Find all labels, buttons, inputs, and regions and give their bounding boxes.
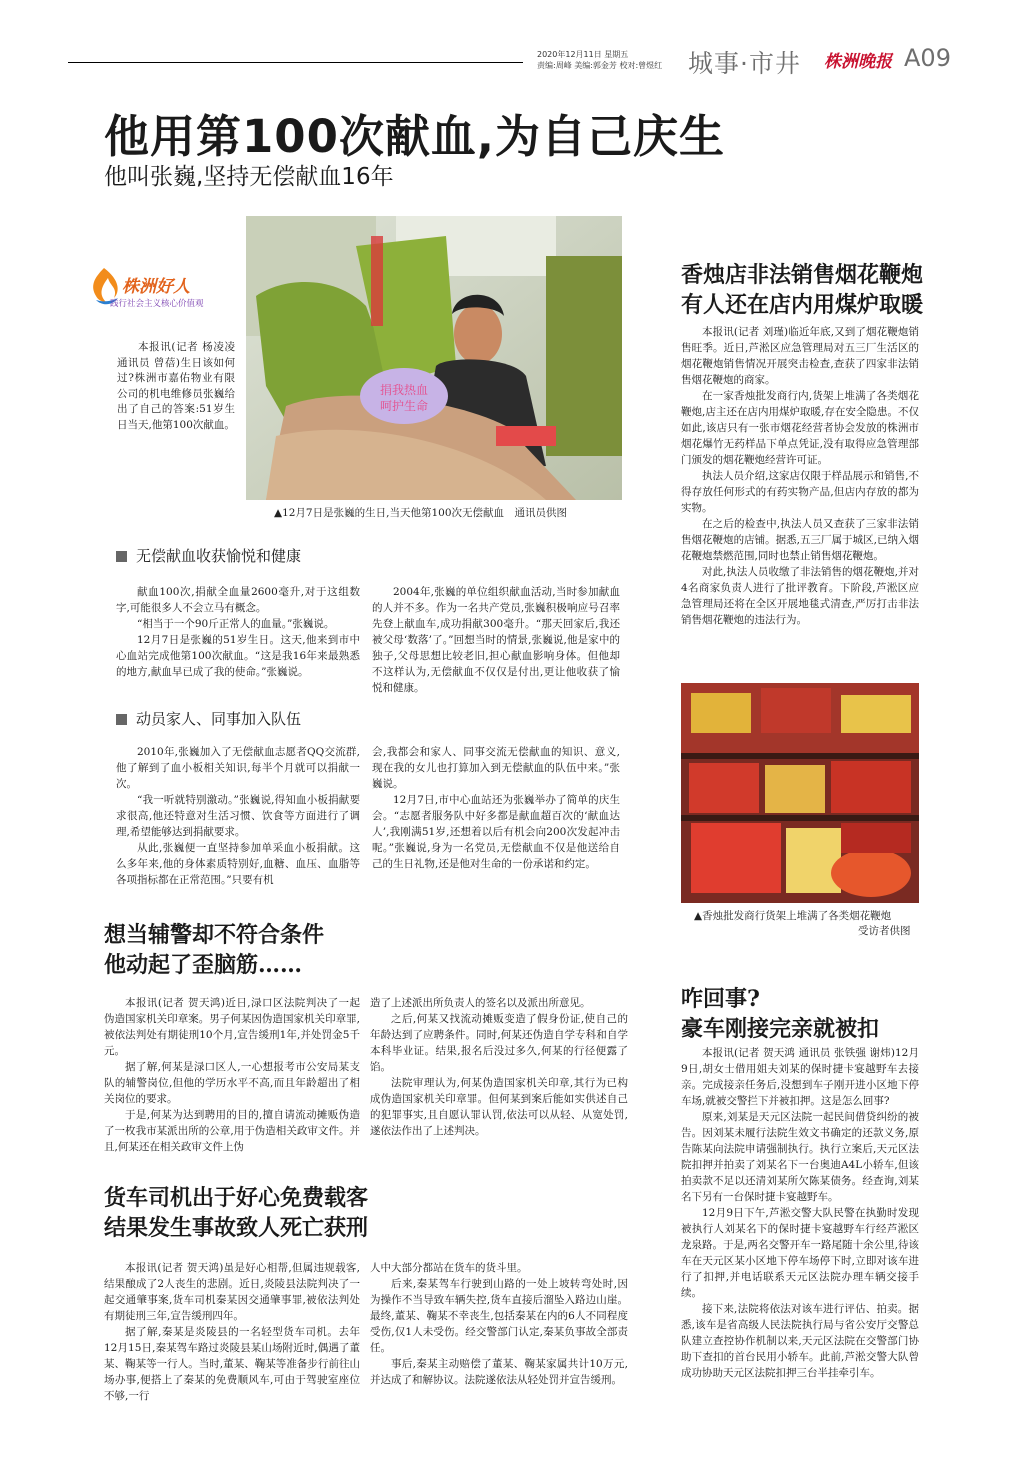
paragraph: 后来,秦某驾车行驶到山路的一处上坡转弯处时,因为操作不当导致车辆失控,货车直接后溜坠入路边山崖。最终,董某、鞠某不幸丧生,包括秦某在内的6人不同程度受伤,仅1人未受伤。经交警部门认定,秦某负事故全部责任。: [370, 1278, 628, 1354]
police-title: [104, 920, 324, 980]
paragraph: 2010年,张巍加入了无偿献血志愿者QQ交流群,他了解到了血小板相关知识,每半个月就可以捐献一次。: [116, 746, 360, 790]
lead-photo: [246, 216, 622, 500]
truck-title-line1: 货车司机出于好心免费载客: [104, 1185, 369, 1211]
truck-left: [104, 1260, 360, 1404]
paragraph: 之后,何某又找流动摊贩变造了假身份证,使自己的年龄达到了应聘条件。同时,何某还伪造自学专科和自学本科毕业证。结果,报名后没过多久,何某的行径便露了馅。: [370, 1013, 628, 1073]
luxury-title-line2: 豪车刚接完亲就被扣: [681, 1016, 880, 1042]
badge-title: 株洲好人: [122, 277, 190, 297]
paragraph: 接下来,法院将依法对该车进行评估、拍卖。据悉,该车是省高级人民法院执行局与省公安厅交警总队建立查控协作机制以来,天元区法院在交警部门协助下查扣的首台民用小轿车。此前,芦淞交警大队曾成功协助天元区法院扣押三台半挂牵引车。: [681, 1303, 919, 1379]
paragraph: 本报讯(记者 贺天鸿 通讯员 张铁强 谢炜)12月9日,胡女士借用姐夫刘某的保时捷卡宴越野车去接亲。完成接亲任务后,没想到车子刚开进小区地下停车场,就被交警拦下并被扣押。这是怎么回事?: [681, 1047, 919, 1107]
sign-line2: 呵护生命: [379, 399, 429, 413]
paragraph: 法院审理认为,何某伪造国家机关印章,其行为已构成伪造国家机关印章罪。但何某到案后能如实供述自己的犯罪事实,且自愿认罪认罚,依法可以从轻、从宽处罚,遂依法作出了上述判决。: [370, 1077, 628, 1137]
truck-title-line2: 结果发生事故致人死亡获刑: [104, 1215, 369, 1241]
paragraph: 在一家香烛批发商行内,货架上堆满了各类烟花鞭炮,店主还在店内用煤炉取暖,存在安全隐患。不仅如此,该店只有一张市烟花经营者协会发放的株洲市烟花爆竹无药样品下单点凭证,没有取得应急管理部门颁发的烟花鞭炮经营许可证。: [681, 390, 919, 466]
header-date: 2020年12月11日 星期五: [537, 50, 629, 59]
header-editors: 责编:周峰 美编:郭金芳 校对:曾煜红: [537, 61, 663, 70]
paragraph: 据了解,何某是渌口区人,一心想报考市公安局某支队的辅警岗位,但他的学历水平不高,而且年龄超出了相关岗位的要求。: [104, 1061, 360, 1105]
paragraph: 事后,秦某主动赔偿了董某、鞠某家属共计10万元,并达成了和解协议。法院遂依法从轻处罚并宣告缓刑。: [370, 1358, 628, 1386]
page-number: A09: [904, 44, 951, 72]
section1-head-text: 无偿献血收获愉悦和健康: [136, 547, 302, 565]
paragraph: 原来,刘某是天元区法院一起民间借贷纠纷的被告。因刘某未履行法院生效文书确定的还款义务,原告陈某向法院申请强制执行。执行立案后,天元区法院扣押并拍卖了刘某名下一台奥迪A4L小轿车,但该拍卖款不足以还清刘某所欠陈某债务。经查询,刘某名下另有一台保时捷卡宴越野车。: [681, 1111, 919, 1203]
paragraph: 造了上述派出所负责人的签名以及派出所意见。: [370, 997, 591, 1009]
zhuzhou-good-person-badge: [88, 266, 238, 316]
paragraph: “我一听就特别激动。”张巍说,得知血小板捐献要求很高,他还特意对生活习惯、饮食等方面进行了调理,希望能够达到捐献要求。: [116, 794, 360, 838]
paragraph: “相当于一个90斤正常人的血量。”张巍说。: [137, 618, 335, 630]
lead-title: 他用第100次献血,为自己庆生: [104, 110, 726, 163]
fireworks-photo: [681, 683, 919, 903]
truck-title: [104, 1183, 368, 1243]
lead-section1-right: [372, 584, 620, 696]
section2-head-text: 动员家人、同事加入队伍: [136, 710, 302, 728]
police-right: [370, 995, 628, 1139]
fireworks-body: [681, 324, 919, 628]
lead-intro: [117, 340, 235, 434]
lead-section1-left: [116, 584, 360, 680]
paragraph: 于是,何某为达到聘用的目的,擅自请流动摊贩伪造了一枚我市某派出所的公章,用于伪造相关政审文件。并且,何某还在相关政审文件上伪: [104, 1109, 360, 1153]
lead-section2-head: [116, 708, 301, 729]
fireworks-title-line2: 有人还在店内用煤炉取暖: [681, 292, 924, 318]
lead-section2-left: [116, 744, 360, 888]
paragraph: 对此,执法人员收缴了非法销售的烟花鞭炮,并对4名商家负责人进行了批评教育。下阶段,芦淞区应急管理局还将在全区开展地毯式清查,严厉打击非法销售烟花鞭炮的违法行为。: [681, 566, 919, 626]
header-meta: [537, 49, 662, 71]
luxury-body: [681, 1045, 919, 1381]
fireworks-title-line1: 香烛店非法销售烟花鞭炮: [681, 262, 924, 288]
blood-donation-photo: [246, 216, 622, 500]
lead-subtitle: 他叫张巍,坚持无偿献血16年: [104, 164, 394, 190]
paragraph: 2004年,张巍的单位组织献血活动,当时参加献血的人并不多。作为一名共产党员,张巍积极响应号召率先登上献血车,成功捐献300毫升。“那天回家后,我还被父母‘数落’了。”回想当时的情景,张巍说,他是家中的独子,父母思想比较老旧,担心献血影响身体。但他却不这样认为,无偿献血不仅仅是付出,更让他收获了愉悦和健康。: [372, 586, 620, 694]
luxury-title: [681, 984, 879, 1044]
section-name: 城事·市井: [688, 49, 801, 78]
paragraph: 献血100次,捐献全血量2600毫升,对于这组数字,可能很多人不会立马有概念。: [116, 586, 360, 614]
paragraph: 本报讯(记者 刘瑾)临近年底,又到了烟花鞭炮销售旺季。近日,芦淞区应急管理局对五三厂生活区的烟花鞭炮销售情况开展突击检查,查获了四家非法销售烟花鞭炮的商家。: [681, 326, 919, 386]
police-title-line1: 想当辅警却不符合条件: [104, 922, 325, 948]
fireworks-caption-line2: 受访者供图: [858, 925, 911, 937]
fireworks-caption-line1: ▲香烛批发商行货架上堆满了各类烟花鞭炮: [694, 910, 892, 922]
paragraph: 12月9日下午,芦淞交警大队民警在执勤时发现被执行人刘某名下的保时捷卡宴越野车行经芦淞区龙泉路。于是,两名交警开车一路尾随十余公里,待该车在天元区某小区地下停车场停下时,立即对该车进行了扣押,并电话联系天元区法院办理车辆交接手续。: [681, 1207, 919, 1299]
paragraph: 会,我都会和家人、同事交流无偿献血的知识、意义,现在我的女儿也打算加入到无偿献血的队伍中来。”张巍说。: [372, 746, 620, 790]
lead-section1-head: [116, 545, 301, 566]
luxury-title-line1: 咋回事?: [681, 986, 760, 1012]
section-square-icon: [116, 551, 127, 562]
lead-section2-right: [372, 744, 620, 872]
fireworks-shop-photo: [681, 683, 919, 903]
paragraph: 从此,张巍便一直坚持参加单采血小板捐献。这么多年来,他的身体素质特别好,血糖、血压、血脂等各项指标都在正常范围。”只要有机: [116, 842, 360, 886]
police-title-line2: 他动起了歪脑筋……: [104, 952, 303, 978]
paragraph: 据了解,秦某是炎陵县的一名轻型货车司机。去年12月15日,秦某驾车路过炎陵县某山场附近时,偶遇了董某、鞠某等一行人。当时,董某、鞠某等准备步行前往山场办事,便搭上了秦某的免费顺风车,可由于驾驶室座位不够,一行: [104, 1326, 360, 1402]
newspaper-logo: 株洲晚报: [824, 52, 892, 72]
sign-line1: 捐我热血: [379, 383, 429, 397]
lead-intro-text: 本报讯(记者 杨凌凌 通讯员 曾蓓)生日该如何过?株洲市嘉佑物业有限公司的机电维修员张巍给出了自己的答案:51岁生日当天,他第100次献血。: [117, 341, 235, 431]
section-square-icon: [116, 714, 127, 725]
paragraph: 12月7日是张巍的51岁生日。这天,他来到市中心血站完成他第100次献血。“这是我16年来最熟悉的地方,献血早已成了我的使命。”张巍说。: [116, 634, 360, 678]
paragraph: 本报讯(记者 贺天鸿)虽是好心相帮,但属违规载客,结果酿成了2人丧生的悲剧。近日,炎陵县法院判决了一起交通肇事案,货车司机秦某因交通肇事罪,被依法判处有期徒刑三年,宣告缓刑四年。: [104, 1262, 360, 1322]
paragraph: 本报讯(记者 贺天鸿)近日,渌口区法院判决了一起伪造国家机关印章案。男子何某因伪造国家机关印章罪,被依法判处有期徒刑10个月,宣告缓刑1年,并处罚金5千元。: [104, 997, 360, 1057]
paragraph: 12月7日,市中心血站还为张巍举办了简单的庆生会。“志愿者服务队中好多都是献血超百次的‘献血达人’,我刚满51岁,还想着以后有机会向200次发起冲击呢。”张巍说,身为一名党员,无偿献血不仅是他送给自己的生日礼物,还是他对生命的一份承诺和约定。: [372, 794, 620, 870]
badge-subtitle: 践行社会主义核心价值观: [110, 299, 204, 309]
lead-photo-caption: ▲12月7日是张巍的生日,当天他第100次无偿献血 通讯员供图: [274, 507, 567, 519]
paragraph: 在之后的检查中,执法人员又查获了三家非法销售烟花鞭炮的店铺。据悉,五三厂属于城区,已纳入烟花鞭炮禁燃范围,同时也禁止销售烟花鞭炮。: [681, 518, 919, 562]
paragraph: 人中大部分都站在货车的货斗里。: [370, 1262, 528, 1274]
header-rule: [68, 62, 523, 63]
truck-right: [370, 1260, 628, 1388]
fireworks-title: [681, 260, 923, 320]
police-left: [104, 995, 360, 1155]
paragraph: 执法人员介绍,这家店仅限于样品展示和销售,不得存放任何形式的有药实物产品,但店内存放的都为实物。: [681, 470, 919, 514]
